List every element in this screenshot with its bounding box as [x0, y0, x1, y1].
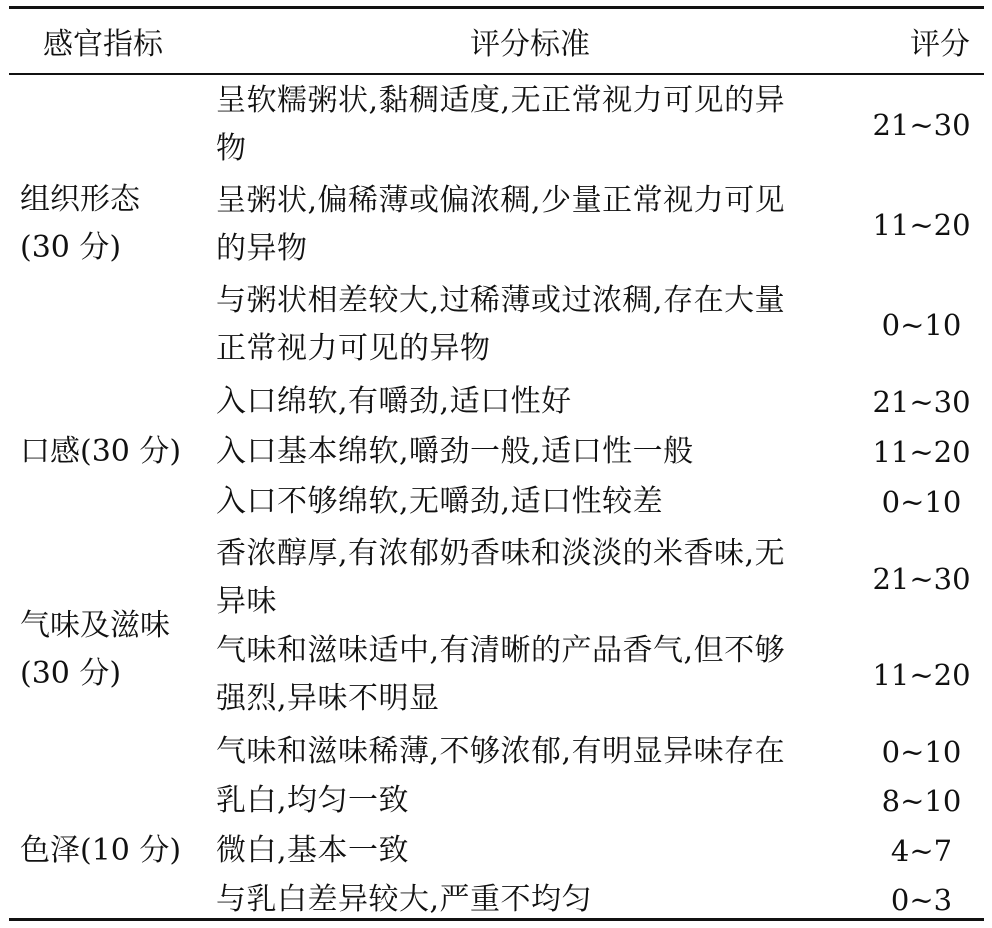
score-cell: 8~10 [881, 784, 962, 818]
table-body [9, 75, 984, 918]
criteria-line: 入口不够绵软,无嚼劲,适口性较差 [216, 484, 664, 519]
criteria-line: 与乳白差异较大,严重不均匀 [216, 882, 593, 917]
criteria-line: 异味 [216, 584, 277, 619]
criteria-cell [216, 428, 866, 476]
criteria-cell [216, 728, 866, 776]
criteria-cell [216, 77, 866, 173]
score-cell: 4~7 [890, 834, 953, 868]
criteria-cell [216, 777, 866, 825]
criteria-cell [216, 277, 866, 373]
criteria-cell [216, 478, 866, 526]
criteria-line: 入口绵软,有嚼劲,适口性好 [216, 384, 572, 419]
criteria-cell [216, 827, 866, 875]
category-line: (30 分) [20, 656, 122, 691]
criteria-line: 香浓醇厚,有浓郁奶香味和淡淡的米香味,无 [216, 536, 786, 571]
score-cell: 11~20 [872, 658, 971, 692]
criteria-line: 乳白,均匀一致 [216, 783, 410, 818]
criteria-line: 呈软糯粥状,黏稠适度,无正常视力可见的异 [216, 83, 786, 118]
category-line: 组织形态 [20, 182, 140, 217]
criteria-line: 物 [216, 131, 247, 166]
header-criteria: 评分标准 [470, 27, 590, 62]
criteria-line: 微白,基本一致 [216, 833, 410, 868]
header-indicator: 感官指标 [43, 27, 163, 62]
criteria-line: 强烈,异味不明显 [216, 681, 440, 716]
category-texture [20, 176, 140, 272]
score-cell: 21~30 [872, 108, 971, 142]
score-cell: 0~10 [881, 308, 962, 342]
table-header [9, 9, 984, 73]
category-line: 口感(30 分) [20, 434, 182, 469]
criteria-cell [216, 177, 866, 273]
score-cell: 0~3 [890, 883, 953, 917]
header-score: 评分 [910, 27, 970, 62]
score-cell: 11~20 [872, 435, 971, 469]
category-mouthfeel [20, 428, 181, 476]
criteria-line: 正常视力可见的异物 [216, 331, 491, 366]
score-cell: 21~30 [872, 562, 971, 596]
score-cell: 11~20 [872, 208, 971, 242]
score-cell: 21~30 [872, 385, 971, 419]
bottom-rule [9, 918, 984, 921]
score-cell: 0~10 [881, 485, 962, 519]
category-line: 色泽(10 分) [20, 833, 182, 868]
category-color [20, 827, 181, 875]
criteria-line: 与粥状相差较大,过稀薄或过浓稠,存在大量 [216, 283, 786, 318]
criteria-line: 入口基本绵软,嚼劲一般,适口性一般 [216, 434, 694, 469]
criteria-line: 的异物 [216, 231, 308, 266]
criteria-line: 气味和滋味稀薄,不够浓郁,有明显异味存在 [216, 734, 786, 769]
criteria-cell [216, 378, 866, 426]
criteria-cell [216, 876, 866, 924]
criteria-cell [216, 530, 866, 626]
category-line: (30 分) [20, 230, 122, 265]
score-cell: 0~10 [881, 735, 962, 769]
category-line: 气味及滋味 [20, 608, 170, 643]
criteria-cell [216, 627, 866, 723]
category-flavor [20, 602, 170, 698]
criteria-line: 气味和滋味适中,有清晰的产品香气,但不够 [216, 633, 786, 668]
criteria-line: 呈粥状,偏稀薄或偏浓稠,少量正常视力可见 [216, 183, 786, 218]
